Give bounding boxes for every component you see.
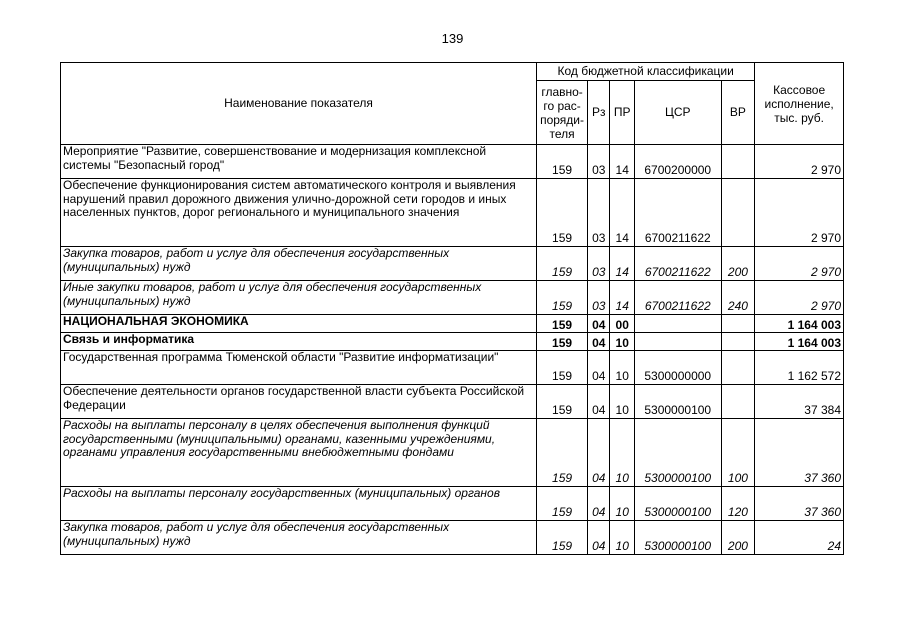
row-rz: 04 bbox=[588, 351, 610, 385]
row-name: НАЦИОНАЛЬНАЯ ЭКОНОМИКА bbox=[61, 315, 537, 333]
row-amount: 37 360 bbox=[755, 419, 844, 487]
table-row bbox=[61, 385, 844, 419]
row-amount: 1 162 572 bbox=[755, 351, 844, 385]
row-rz: 03 bbox=[588, 247, 610, 281]
header-glavn: главно- го рас- поряди- теля bbox=[537, 81, 588, 145]
row-pr: 14 bbox=[610, 179, 634, 247]
row-csr: 6700211622 bbox=[634, 281, 721, 315]
table-row bbox=[61, 351, 844, 385]
table-row bbox=[61, 281, 844, 315]
row-rz: 04 bbox=[588, 487, 610, 521]
row-pr: 14 bbox=[610, 247, 634, 281]
row-vr bbox=[721, 145, 755, 179]
row-glavn: 159 bbox=[537, 179, 588, 247]
table-row bbox=[61, 247, 844, 281]
row-rz: 03 bbox=[588, 145, 610, 179]
row-glavn: 159 bbox=[537, 145, 588, 179]
row-rz: 04 bbox=[588, 419, 610, 487]
row-vr bbox=[721, 351, 755, 385]
header-rz: Рз bbox=[588, 81, 610, 145]
row-vr bbox=[721, 385, 755, 419]
row-amount: 1 164 003 bbox=[755, 315, 844, 333]
row-name: Иные закупки товаров, работ и услуг для обеспечения государственных (муниципальных) нужд bbox=[61, 281, 537, 315]
row-name: Связь и информатика bbox=[61, 333, 537, 351]
row-glavn: 159 bbox=[537, 247, 588, 281]
row-vr bbox=[721, 333, 755, 351]
row-rz: 04 bbox=[588, 315, 610, 333]
table-row bbox=[61, 333, 844, 351]
row-vr: 120 bbox=[721, 487, 755, 521]
row-vr: 240 bbox=[721, 281, 755, 315]
row-amount: 2 970 bbox=[755, 247, 844, 281]
row-pr: 10 bbox=[610, 521, 634, 555]
row-rz: 03 bbox=[588, 281, 610, 315]
row-amount: 2 970 bbox=[755, 179, 844, 247]
row-vr: 100 bbox=[721, 419, 755, 487]
row-glavn: 159 bbox=[537, 333, 588, 351]
row-rz: 04 bbox=[588, 521, 610, 555]
row-pr: 10 bbox=[610, 487, 634, 521]
row-name: Закупка товаров, работ и услуг для обеспечения государственных (муниципальных) нужд bbox=[61, 247, 537, 281]
header-pr: ПР bbox=[610, 81, 634, 145]
row-glavn: 159 bbox=[537, 487, 588, 521]
row-csr: 6700211622 bbox=[634, 179, 721, 247]
row-pr: 10 bbox=[610, 351, 634, 385]
row-glavn: 159 bbox=[537, 351, 588, 385]
header-amount: Кассовое исполнение, тыс. руб. bbox=[755, 63, 844, 145]
row-amount: 24 bbox=[755, 521, 844, 555]
row-name: Обеспечение функционирования систем автоматического контроля и выявления нарушений правил дорожного движения улично-дорожной сети городов и иных населенных пунктов, дорог регионального и муниципального значения bbox=[61, 179, 537, 247]
row-name: Государственная программа Тюменской области "Развитие информатизации" bbox=[61, 351, 537, 385]
page-number: 139 bbox=[441, 31, 464, 46]
row-csr: 6700200000 bbox=[634, 145, 721, 179]
row-amount: 1 164 003 bbox=[755, 333, 844, 351]
budget-table bbox=[60, 62, 844, 555]
row-glavn: 159 bbox=[537, 521, 588, 555]
row-name: Расходы на выплаты персоналу в целях обеспечения выполнения функций государственными (муниципальными) органами, казенными учреждениями, органами управления государственными внебюджетными фондами bbox=[61, 419, 537, 487]
row-glavn: 159 bbox=[537, 315, 588, 333]
row-csr: 6700211622 bbox=[634, 247, 721, 281]
row-glavn: 159 bbox=[537, 281, 588, 315]
row-glavn: 159 bbox=[537, 385, 588, 419]
row-pr: 10 bbox=[610, 419, 634, 487]
row-vr: 200 bbox=[721, 247, 755, 281]
row-pr: 10 bbox=[610, 385, 634, 419]
row-glavn: 159 bbox=[537, 419, 588, 487]
row-csr bbox=[634, 333, 721, 351]
row-pr: 14 bbox=[610, 281, 634, 315]
table-row bbox=[61, 521, 844, 555]
table-row bbox=[61, 487, 844, 521]
row-amount: 2 970 bbox=[755, 145, 844, 179]
row-csr: 5300000100 bbox=[634, 419, 721, 487]
row-pr: 14 bbox=[610, 145, 634, 179]
row-csr: 5300000100 bbox=[634, 521, 721, 555]
header-csr: ЦСР bbox=[634, 81, 721, 145]
row-pr: 10 bbox=[610, 333, 634, 351]
row-csr: 5300000100 bbox=[634, 385, 721, 419]
row-amount: 2 970 bbox=[755, 281, 844, 315]
row-name: Обеспечение деятельности органов государственной власти субъекта Российской Федерации bbox=[61, 385, 537, 419]
table-row bbox=[61, 315, 844, 333]
table-row bbox=[61, 179, 844, 247]
header-name: Наименование показателя bbox=[61, 63, 537, 145]
row-vr: 200 bbox=[721, 521, 755, 555]
row-name: Мероприятие "Развитие, совершенствование и модернизация комплексной системы "Безопасный город" bbox=[61, 145, 537, 179]
row-csr: 5300000100 bbox=[634, 487, 721, 521]
row-name: Расходы на выплаты персоналу государственных (муниципальных) органов bbox=[61, 487, 537, 521]
header-kbk-group: Код бюджетной классификации bbox=[537, 63, 755, 81]
header-vr: ВР bbox=[721, 81, 755, 145]
row-vr bbox=[721, 179, 755, 247]
row-csr bbox=[634, 315, 721, 333]
row-rz: 04 bbox=[588, 333, 610, 351]
row-amount: 37 360 bbox=[755, 487, 844, 521]
row-rz: 04 bbox=[588, 385, 610, 419]
row-csr: 5300000000 bbox=[634, 351, 721, 385]
row-pr: 00 bbox=[610, 315, 634, 333]
row-amount: 37 384 bbox=[755, 385, 844, 419]
table-row bbox=[61, 419, 844, 487]
row-rz: 03 bbox=[588, 179, 610, 247]
row-vr bbox=[721, 315, 755, 333]
row-name: Закупка товаров, работ и услуг для обеспечения государственных (муниципальных) нужд bbox=[61, 521, 537, 555]
table-row bbox=[61, 145, 844, 179]
